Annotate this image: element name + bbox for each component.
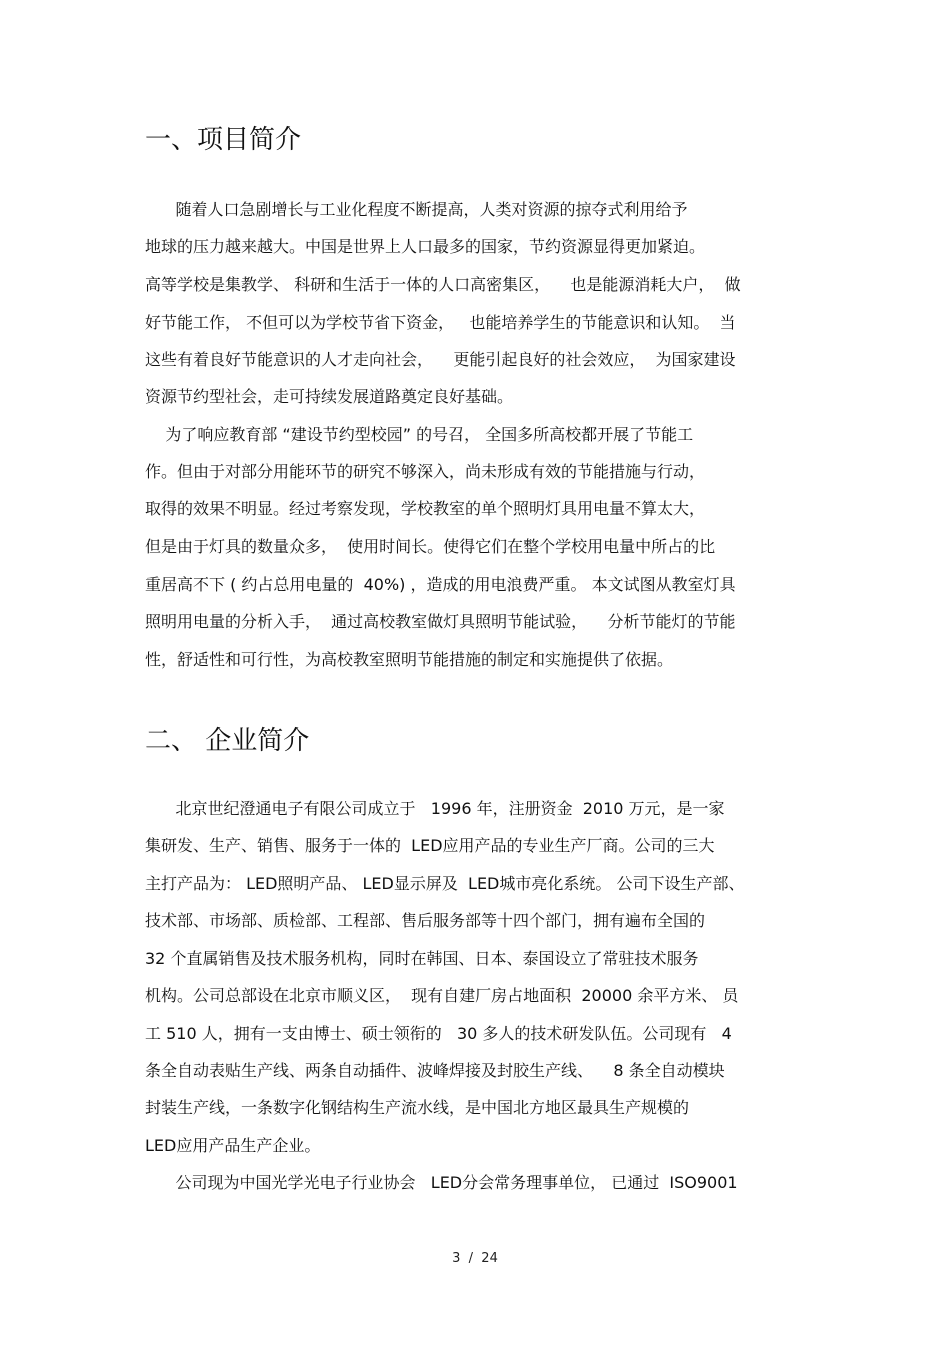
paragraph-line: 这些有着良好节能意识的人才走向社会， 更能引起良好的社会效应， 为国家建设 xyxy=(145,350,736,369)
paragraph-line: 技术部、市场部、质检部、工程部、售后服务部等十四个部门，拥有遍布全国的 xyxy=(145,911,706,930)
page-number: 3 / 24 xyxy=(452,1251,498,1266)
paragraph-line: 条全自动表贴生产线、两条自动插件、波峰焊接及封胶生产线、 8 条全自动模块 xyxy=(145,1061,725,1080)
paragraph-line: 为了响应教育部 “建设节约型校园” 的号召， 全国多所高校都开展了节能工 xyxy=(145,425,694,444)
paragraph-line: 公司现为中国光学光电子行业协会 LED分会常务理事单位， 已通过 ISO9001 xyxy=(145,1173,738,1192)
paragraph-line: LED应用产品生产企业。 xyxy=(145,1136,321,1155)
paragraph-line: 但是由于灯具的数量众多， 使用时间长。使得它们在整个学校用电量中所占的比 xyxy=(145,537,716,556)
paragraph-line: 机构。公司总部设在北京市顺义区， 现有自建厂房占地面积 20000 余平方米、 员 xyxy=(145,986,739,1005)
paragraph-line: 集研发、生产、销售、服务于一体的 LED应用产品的专业生产厂商。公司的三大 xyxy=(145,836,715,855)
paragraph-line: 好节能工作， 不但可以为学校节省下资金， 也能培养学生的节能意识和认知。 当 xyxy=(145,313,736,332)
paragraph-line: 北京世纪澄通电子有限公司成立于 1996 年，注册资金 2010 万元，是一家 xyxy=(145,799,725,818)
paragraph-line: 封装生产线，一条数字化钢结构生产流水线，是中国北方地区最具生产规模的 xyxy=(145,1098,690,1117)
paragraph-line: 性，舒适性和可行性，为高校教室照明节能措施的制定和实施提供了依据。 xyxy=(145,650,674,669)
paragraph-line: 资源节约型社会，走可持续发展道路奠定良好基础。 xyxy=(145,387,514,406)
paragraph-line: 地球的压力越来越大。中国是世界上人口最多的国家，节约资源显得更加紧迫。 xyxy=(145,237,706,256)
paragraph-line: 随着人口急剧增长与工业化程度不断提高，人类对资源的掠夺式利用给予 xyxy=(145,200,688,219)
paragraph-line: 高等学校是集教学、 科研和生活于一体的人口高密集区， 也是能源消耗大户， 做 xyxy=(145,275,741,294)
paragraph-line: 32 个直属销售及技术服务机构，同时在韩国、日本、泰国设立了常驻技术服务 xyxy=(145,949,699,968)
paragraph-line: 取得的效果不明显。经过考察发现，学校教室的单个照明灯具用电量不算太大， xyxy=(145,499,706,518)
paragraph-line: 作。但由于对部分用能环节的研究不够深入，尚未形成有效的节能措施与行动， xyxy=(145,462,706,481)
paragraph-line: 重居高不下 ( 约占总用电量的 40%) ，造成的用电浪费严重。 本文试图从教室灯具 xyxy=(145,575,736,594)
section-heading-company-intro: 二、 企业简介 xyxy=(145,726,310,756)
section-heading-project-intro: 一、项目简介 xyxy=(145,125,302,155)
paragraph-line: 主打产品为： LED照明产品、 LED显示屏及 LED城市亮化系统。 公司下设生产部、 xyxy=(145,874,745,893)
paragraph-line: 工 510 人，拥有一支由博士、硕士领衔的 30 多人的技术研发队伍。公司现有 4 xyxy=(145,1024,732,1043)
paragraph-line: 照明用电量的分析入手， 通过高校教室做灯具照明节能试验， 分析节能灯的节能 xyxy=(145,612,736,631)
